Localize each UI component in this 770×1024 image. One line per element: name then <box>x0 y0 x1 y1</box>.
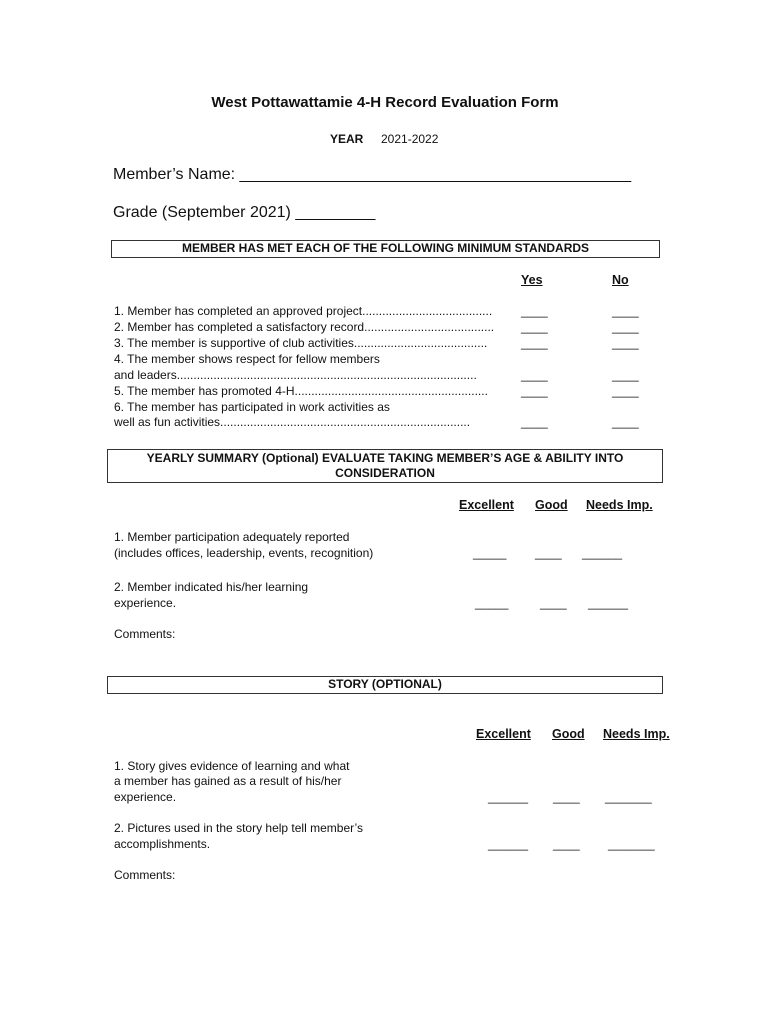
story-1-excellent[interactable]: ______ <box>488 790 529 804</box>
story-item-1-cont2: experience. <box>114 790 177 804</box>
summary-2-needs[interactable]: ______ <box>588 596 629 610</box>
year-label: YEAR <box>330 132 364 146</box>
standard-4-no[interactable]: ____ <box>612 368 639 382</box>
standard-item-3: 3. The member is supportive of club activities........................................ <box>114 336 488 350</box>
standard-item-4: 4. The member shows respect for fellow members <box>114 352 380 366</box>
summary-1-good[interactable]: ____ <box>535 546 562 560</box>
summary-2-excellent[interactable]: _____ <box>475 596 509 610</box>
standard-item-1: 1. Member has completed an approved project....................................... <box>114 304 493 318</box>
standard-6-no[interactable]: ____ <box>612 415 639 429</box>
standard-6-yes[interactable]: ____ <box>521 415 548 429</box>
summary-col-needs: Needs Imp. <box>586 498 653 512</box>
story-header-text: STORY (OPTIONAL) <box>328 677 442 691</box>
grade-field[interactable]: Grade (September 2021) _________ <box>113 204 376 221</box>
story-header <box>107 676 663 694</box>
story-col-needs: Needs Imp. <box>603 727 670 741</box>
standard-5-no[interactable]: ____ <box>612 384 639 398</box>
story-2-excellent[interactable]: ______ <box>488 837 529 851</box>
yearly-summary-header-line2: CONSIDERATION <box>335 466 435 480</box>
year-value: 2021-2022 <box>381 132 439 146</box>
standard-3-no[interactable]: ____ <box>612 336 639 350</box>
standard-item-6: 6. The member has participated in work activities as <box>114 400 390 414</box>
standard-2-yes[interactable]: ____ <box>521 320 548 334</box>
standards-header <box>111 240 660 258</box>
standard-item-2: 2. Member has completed a satisfactory record....................................... <box>114 320 495 334</box>
standard-1-no[interactable]: ____ <box>612 304 639 318</box>
col-no: No <box>612 273 629 287</box>
story-comments-label: Comments: <box>114 868 176 882</box>
standard-item-6-cont: well as fun activities........................................................................... <box>114 415 471 429</box>
standard-5-yes[interactable]: ____ <box>521 384 548 398</box>
story-col-good: Good <box>552 727 585 741</box>
story-col-excellent: Excellent <box>476 727 531 741</box>
summary-col-good: Good <box>535 498 568 512</box>
summary-comments-label: Comments: <box>114 627 176 641</box>
col-yes: Yes <box>521 273 543 287</box>
story-item-2: 2. Pictures used in the story help tell member’s <box>114 821 364 835</box>
standard-2-no[interactable]: ____ <box>612 320 639 334</box>
summary-item-1-cont: (includes offices, leadership, events, recognition) <box>114 546 374 560</box>
story-2-needs[interactable]: _______ <box>608 837 655 851</box>
story-1-needs[interactable]: _______ <box>605 790 652 804</box>
standard-item-5: 5. The member has promoted 4-H.......................................................... <box>114 384 488 398</box>
standard-4-yes[interactable]: ____ <box>521 368 548 382</box>
story-2-good[interactable]: ____ <box>553 837 580 851</box>
yearly-summary-header-line1: YEARLY SUMMARY (Optional) EVALUATE TAKING MEMBER’S AGE & ABILITY INTO <box>146 451 624 465</box>
story-item-2-cont: accomplishments. <box>114 837 211 851</box>
story-item-1: 1. Story gives evidence of learning and what <box>114 759 350 773</box>
form-title: West Pottawattamie 4-H Record Evaluation Form <box>211 94 559 111</box>
summary-1-needs[interactable]: ______ <box>582 546 623 560</box>
yearly-summary-header <box>107 449 663 483</box>
summary-1-excellent[interactable]: _____ <box>473 546 507 560</box>
summary-2-good[interactable]: ____ <box>540 596 567 610</box>
standard-3-yes[interactable]: ____ <box>521 336 548 350</box>
summary-item-2: 2. Member indicated his/her learning <box>114 580 309 594</box>
story-item-1-cont: a member has gained as a result of his/her <box>114 774 342 788</box>
summary-col-excellent: Excellent <box>459 498 514 512</box>
story-1-good[interactable]: ____ <box>553 790 580 804</box>
standards-header-text: MEMBER HAS MET EACH OF THE FOLLOWING MINIMUM STANDARDS <box>181 241 590 255</box>
member-name-field[interactable]: Member’s Name: ____________________________________________ <box>113 166 632 183</box>
summary-item-1: 1. Member participation adequately reported <box>114 530 350 544</box>
summary-item-2-cont: experience. <box>114 596 177 610</box>
standard-1-yes[interactable]: ____ <box>521 304 548 318</box>
standard-item-4-cont: and leaders.......................................................................................... <box>114 368 477 382</box>
